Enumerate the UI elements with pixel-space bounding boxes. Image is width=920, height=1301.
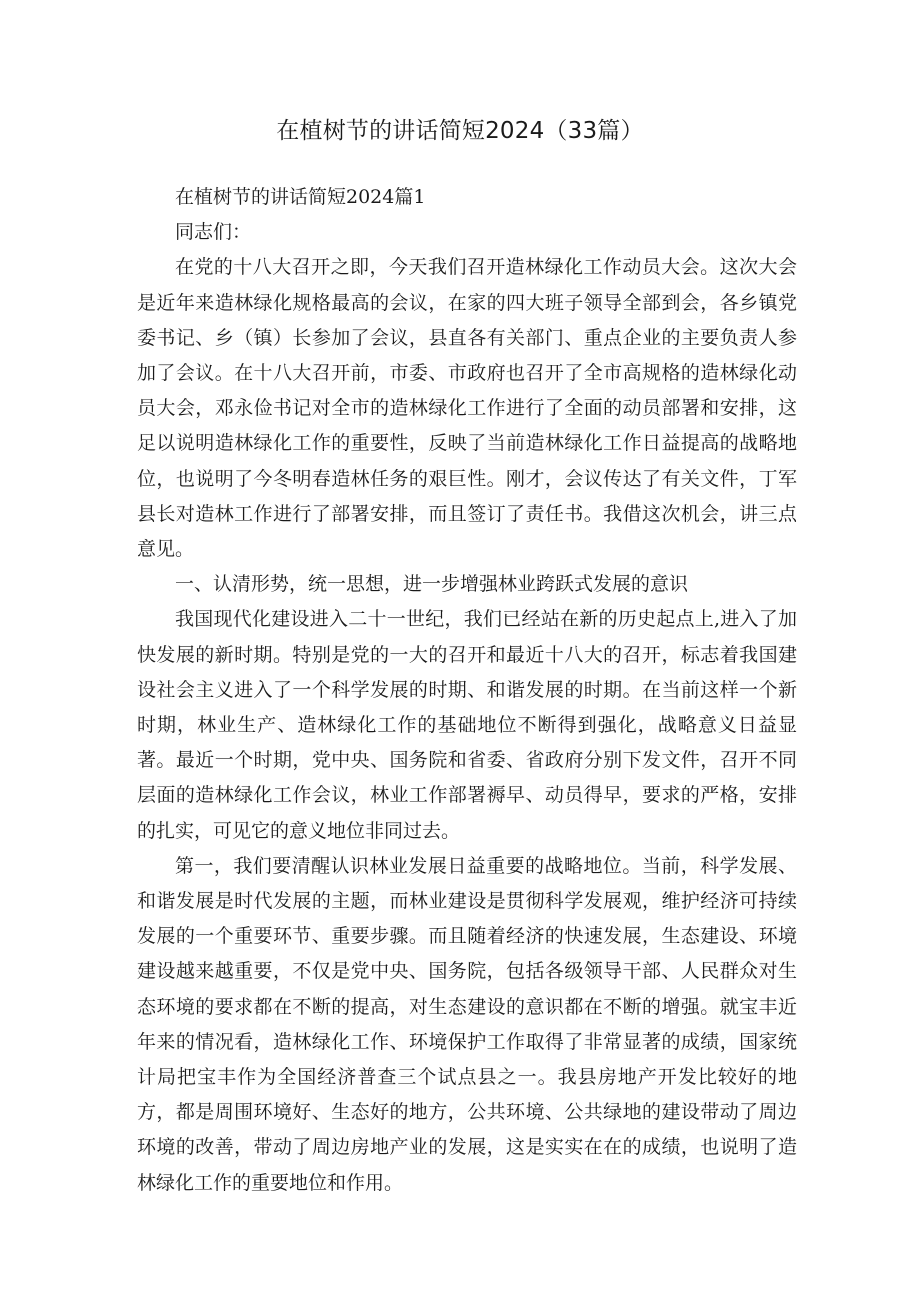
paragraph-first-point: 第一，我们要清醒认识林业发展日益重要的战略地位。当前，科学发展、和谐发展是时代发展的主题，而林业建设是贯彻科学发展观，维护经济可持续发展的一个重要环节、重要步骤。而且随着经济的快速发展，生态建设、环境建设越来越重要，不仅是党中央、国务院，包括各级领导干部、人民群众对生态环境的要求都在不断的提高，对生态建设的意识都在不断的增强。就宝丰近年来的情况看，造林绿化工作、环境保护工作取得了非常显著的成绩，国家统计局把宝丰作为全国经济普查三个试点县之一。我县房地产开发比较好的地方，都是周围环境好、生态好的地方，公共环境、公共绿地的建设带动了周边环境的改善，带动了周边房地产业的发展，这是实实在在的成绩，也说明了造林绿化工作的重要地位和作用。 bbox=[137, 854, 797, 1194]
paragraph-new-era: 我国现代化建设进入二十一世纪，我们已经站在新的历史起点上,进入了加快发展的新时期。特别是党的一大的召开和最近十八大的召开，标志着我国建设社会主义进入了一个科学发展的时期、和谐发展的时期。在当前这样一个新时期，林业生产、造林绿化工作的基础地位不断得到强化，战略意义日益显著。最近一个时期，党中央、国务院和省委、省政府分别下发文件，召开不同层面的造林绿化工作会议，林业工作部署褥早、动员得早，要求的严格，安排的扎实，可见它的意义地位非同过去。 bbox=[137, 608, 797, 842]
document-title: 在植树节的讲话简短2024（33篇） bbox=[276, 118, 644, 144]
document-body bbox=[137, 180, 797, 1201]
salutation: 同志们： bbox=[175, 221, 252, 244]
section-title: 在植树节的讲话简短2024篇1 bbox=[175, 186, 426, 208]
paragraph-intro: 在党的十八大召开之即，今天我们召开造林绿化工作动员大会。这次大会是近年来造林绿化规格最高的会议，在家的四大班子领导全部到会，各乡镇党委书记、乡（镇）长参加了会议，县直各有关部门、重点企业的主要负责人参加了会议。在十八大召开前，市委、市政府也召开了全市高规格的造林绿化动员大会，邓永俭书记对全市的造林绿化工作进行了全面的动员部署和安排，这足以说明造林绿化工作的重要性，反映了当前造林绿化工作日益提高的战略地位，也说明了今冬明春造林任务的艰巨性。刚才，会议传达了有关文件，丁军县长对造林工作进行了部署安排，而且签订了责任书。我借这次机会，讲三点意见。 bbox=[137, 256, 797, 561]
section-heading-1: 一、认清形势，统一思想，进一步增强林业跨跃式发展的意识 bbox=[175, 573, 689, 596]
